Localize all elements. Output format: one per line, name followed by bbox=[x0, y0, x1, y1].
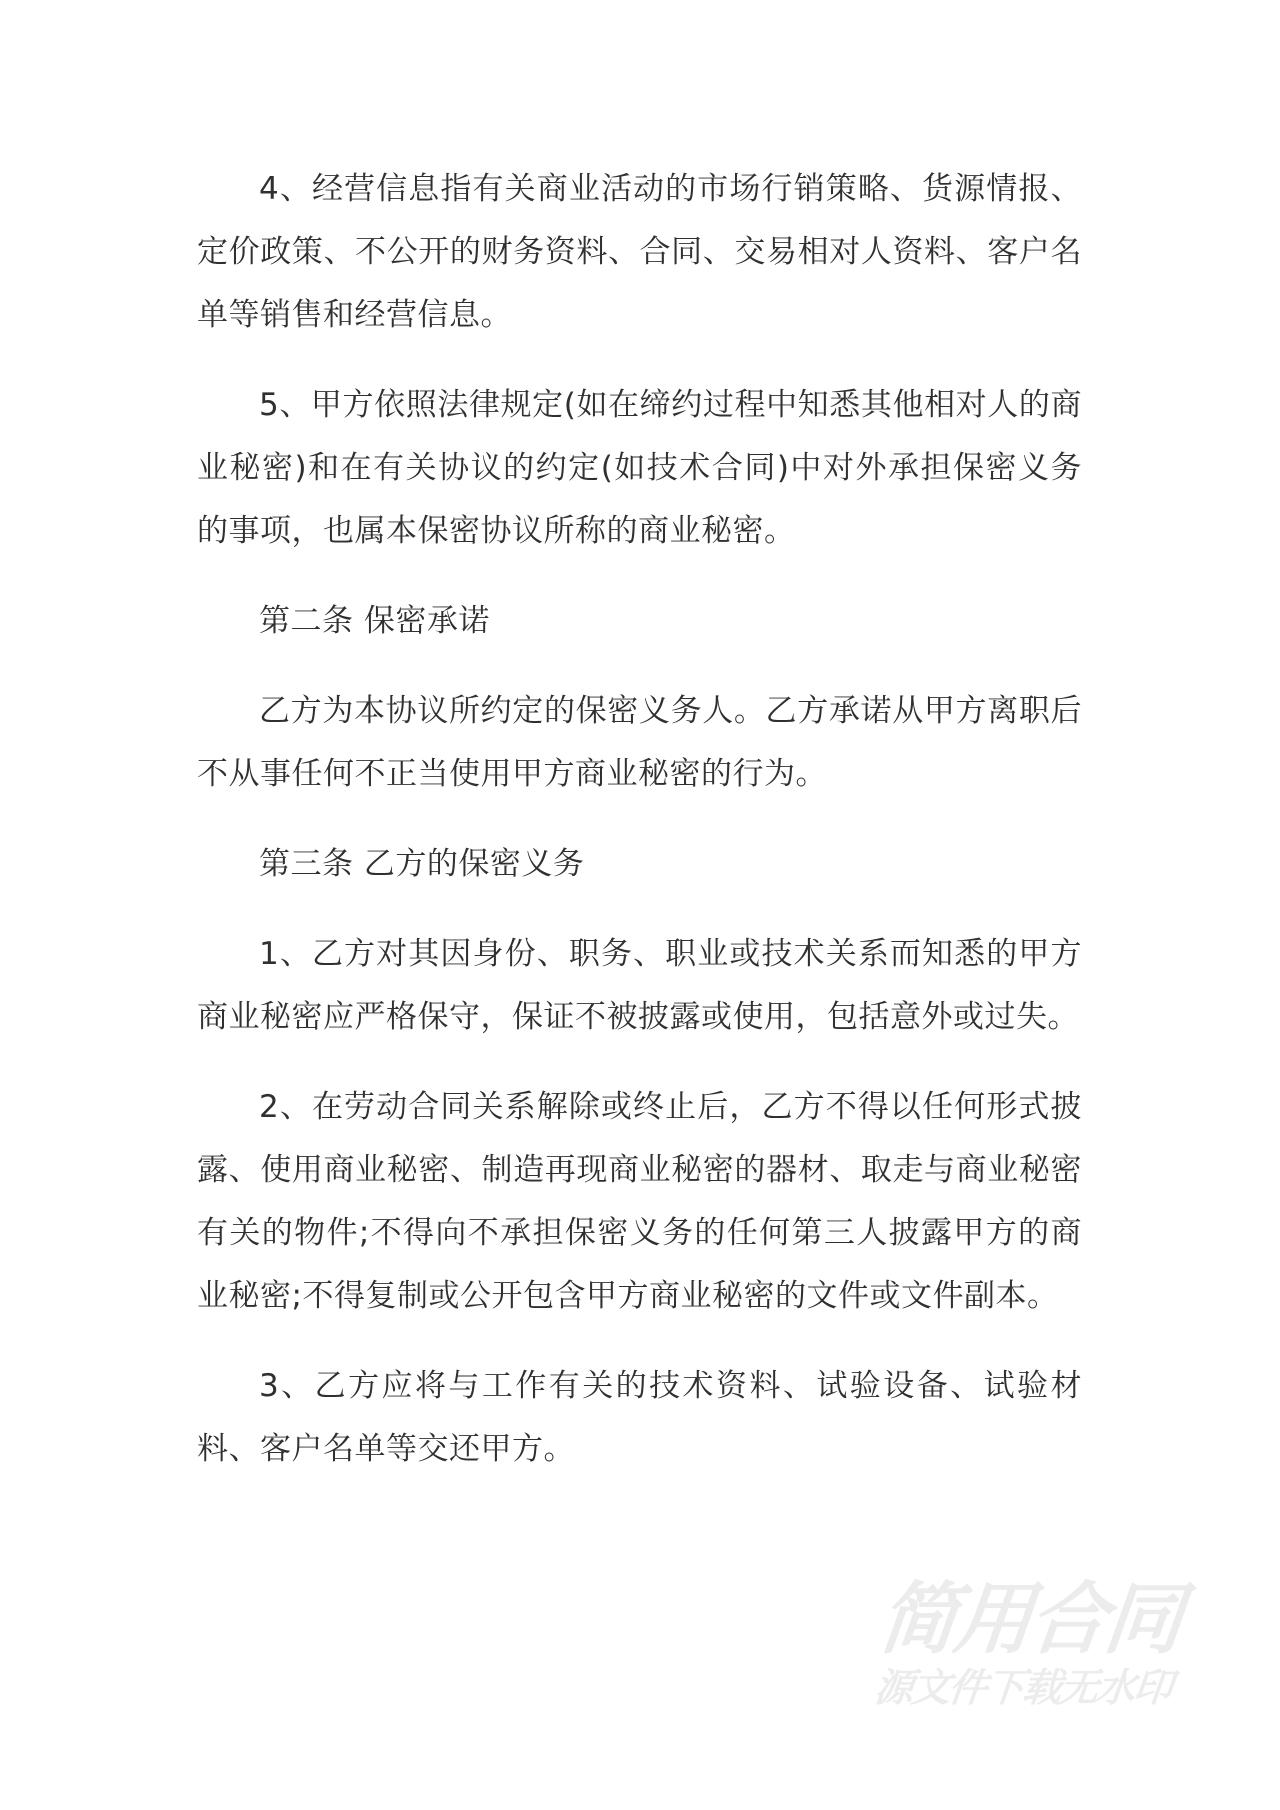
document-body bbox=[197, 158, 1082, 1508]
paragraph: 乙方为本协议所约定的保密义务人。乙方承诺从甲方离职后不从事任何不正当使用甲方商业秘密的行为。 bbox=[197, 693, 1082, 792]
section-heading: 第二条 保密承诺 bbox=[259, 603, 490, 639]
watermark bbox=[865, 1575, 1189, 1711]
watermark-title: 简用合同 bbox=[874, 1575, 1185, 1665]
section-heading: 第三条 乙方的保密义务 bbox=[259, 846, 585, 882]
paragraph: 4、经营信息指有关商业活动的市场行销策略、货源情报、定价政策、不公开的财务资料、合同、交易相对人资料、客户名单等销售和经营信息。 bbox=[197, 171, 1082, 333]
paragraph: 5、甲方依照法律规定(如在缔约过程中知悉其他相对人的商业秘密)和在有关协议的约定(如技术合同)中对外承担保密义务的事项，也属本保密协议所称的商业秘密。 bbox=[197, 387, 1082, 549]
paragraph: 1、乙方对其因身份、职务、职业或技术关系而知悉的甲方商业秘密应严格保守，保证不被披露或使用，包括意外或过失。 bbox=[197, 936, 1082, 1035]
watermark-subtitle: 源文件下载无水印 bbox=[872, 1666, 1173, 1711]
paragraph: 3、乙方应将与工作有关的技术资料、试验设备、试验材料、客户名单等交还甲方。 bbox=[197, 1368, 1082, 1467]
paragraph: 2、在劳动合同关系解除或终止后，乙方不得以任何形式披露、使用商业秘密、制造再现商业秘密的器材、取走与商业秘密有关的物件;不得向不承担保密义务的任何第三人披露甲方的商业秘密;不得复制或公开包含甲方商业秘密的文件或文件副本。 bbox=[197, 1089, 1082, 1314]
